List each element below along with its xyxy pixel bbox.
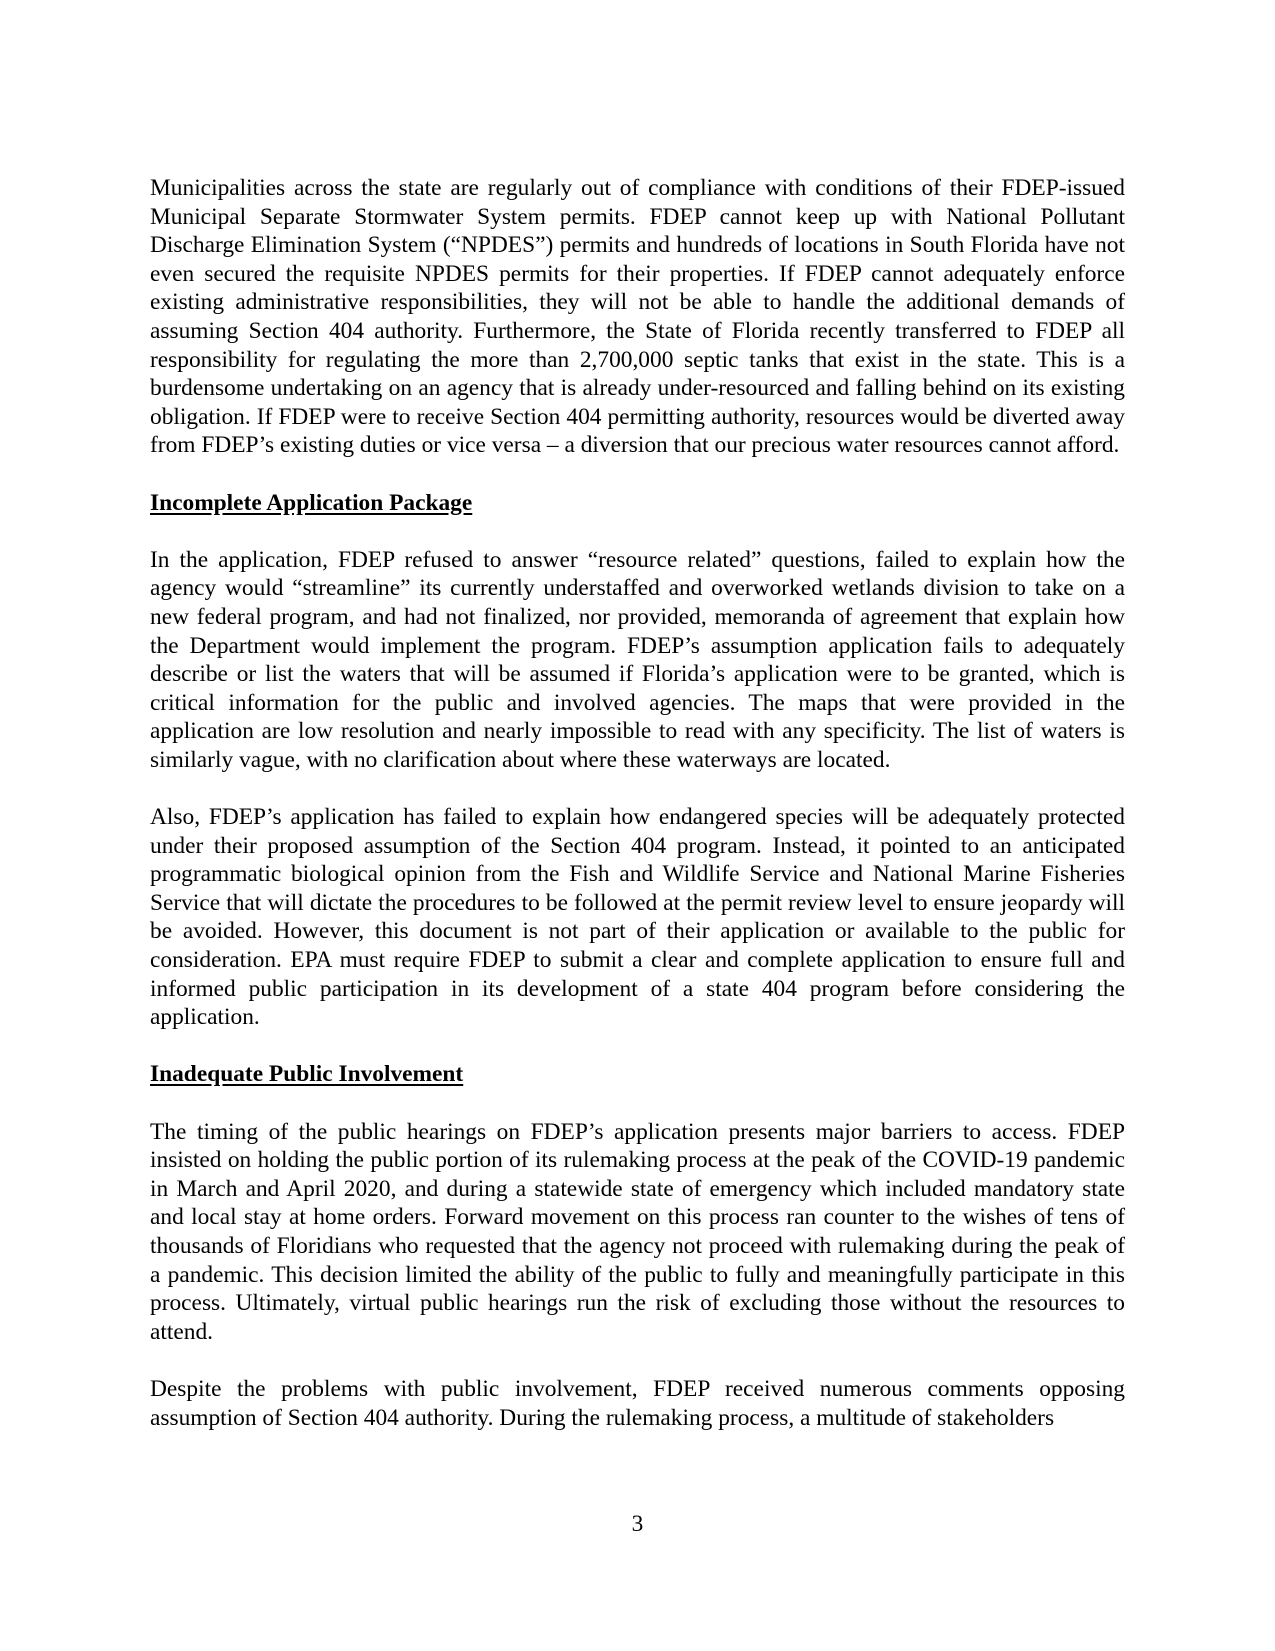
paragraph-public-comments: Despite the problems with public involvement, FDEP received numerous comments opposing assumption of Section 404 authority. During the rulemaking process, a multitude of stakeholders — [150, 1375, 1125, 1431]
paragraph-application-resources: In the application, FDEP refused to answer “resource related” questions, failed to explain how the agency would “streamline” its currently understaffed and overworked wetlands division to take on a new federal program, and had not finalized, nor provided, memoranda of agreement that explain how the Department would implement the program. FDEP’s assumption application fails to adequately describe or list the waters that will be assumed if Florida’s application were to be granted, which is critical information for the public and involved agencies. The maps that were provided in the application are low resolution and nearly impossible to read with any specificity. The list of waters is similarly vague, with no clarification about where these waterways are located. — [150, 546, 1125, 773]
paragraph-spacer — [150, 1346, 1125, 1375]
section-heading-incomplete-application: Incomplete Application Package — [150, 489, 473, 516]
section-heading-public-involvement: Inadequate Public Involvement — [150, 1061, 464, 1088]
paragraph-endangered-species: Also, FDEP’s application has failed to explain how endangered species will be adequately protected under their proposed assumption of the Section 404 program. Instead, it pointed to an anticipated programmatic biological opinion from the Fish and Wildlife Service and National Marine Fisheries Service that will dictate the procedures to be followed at the permit review level to ensure jeopardy will be avoided. However, this document is not part of their application or available to the public for consideration. EPA must require FDEP to submit a clear and complete application to ensure full and informed public participation in its development of a state 404 program before considering the application. — [150, 804, 1125, 1031]
paragraph-spacer — [150, 1089, 1125, 1118]
paragraph-public-hearings: The timing of the public hearings on FDEP’s application presents major barriers to access. FDEP insisted on holding the public portion of its rulemaking process at the peak of the COVID-19 pandemic in March and April 2020, and during a statewide state of emergency which included mandatory state and local stay at home orders. Forward movement on this process ran counter to the wishes of tens of thousands of Floridians who requested that the agency not proceed with rulemaking during the peak of a pandemic. This decision limited the ability of the public to fully and meaningfully participate in this process. Ultimately, virtual public hearings run the risk of excluding those without the resources to attend. — [150, 1118, 1125, 1345]
paragraph-municipal-compliance: Municipalities across the state are regularly out of compliance with conditions of their FDEP-issued Municipal Separate Stormwater System permits. FDEP cannot keep up with National Pollutant Discharge Elimination System (“NPDES”) permits and hundreds of locations in South Florida have not even secured the requisite NPDES permits for their properties. If FDEP cannot adequately enforce existing administrative responsibilities, they will not be able to handle the additional demands of assuming Section 404 authority. Furthermore, the State of Florida recently transferred to FDEP all responsibility for regulating the more than 2,700,000 septic tanks that exist in the state. This is a burdensome undertaking on an agency that is already under-resourced and falling behind on its existing obligation. If FDEP were to receive Section 404 permitting authority, resources would be diverted away from FDEP’s existing duties or vice versa – a diversion that our precious water resources cannot afford. — [150, 175, 1125, 459]
paragraph-spacer — [150, 1032, 1125, 1061]
paragraph-spacer — [150, 774, 1125, 803]
page-number: 3 — [631, 1511, 644, 1537]
paragraph-spacer — [150, 517, 1125, 546]
page-body — [150, 174, 1125, 1432]
paragraph-spacer — [150, 460, 1125, 489]
